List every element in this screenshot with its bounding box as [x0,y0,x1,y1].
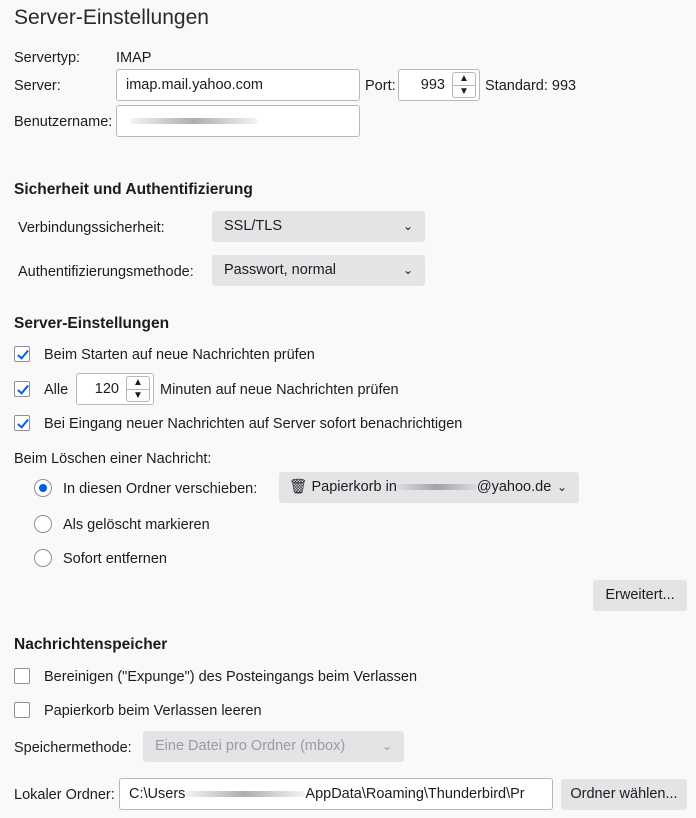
trash-icon: 🗑 [289,479,308,495]
port-label: Port: [365,78,396,94]
move-to-folder-radio[interactable] [34,479,52,497]
increment-icon[interactable]: ▲ [127,377,149,390]
local-folder-input[interactable] [119,778,553,810]
remove-now-radio[interactable] [34,549,52,567]
username-input[interactable] [116,105,360,137]
check-on-start-label: Beim Starten auf neue Nachrichten prüfen [44,347,315,363]
redacted-username-path [185,791,305,797]
local-folder-label: Lokaler Ordner: [14,787,115,803]
delete-heading: Beim Löschen einer Nachricht: [14,451,212,467]
page-title: Server-Einstellungen [14,6,209,29]
connection-security-select[interactable] [212,211,425,242]
chevron-down-icon: ⌄ [402,219,413,233]
notify-checkbox[interactable] [14,415,30,431]
mark-deleted-label: Als gelöscht markieren [63,517,210,533]
port-value: 993 [420,77,445,93]
trash-folder-suffix: @yahoo.de [476,479,552,495]
decrement-icon[interactable]: ▼ [459,86,469,97]
redacted-username [130,118,258,124]
empty-trash-checkbox[interactable] [14,702,30,718]
trash-folder-prefix: Papierkorb in [311,479,397,495]
remove-now-label: Sofort entfernen [63,551,167,567]
connection-security-label: Verbindungssicherheit: [18,220,165,236]
move-to-folder-label: In diesen Ordner verschieben: [63,481,258,497]
expunge-label: Bereinigen ("Expunge") des Posteingangs beim Verlassen [44,669,418,685]
server-type-label: Servertyp: [14,50,81,66]
check-every-post-label: Minuten auf neue Nachrichten prüfen [160,382,399,398]
server-type-value: IMAP [116,50,152,66]
auth-method-label: Authentifizierungsmethode: [18,264,194,280]
store-method-value: Eine Datei pro Ordner (mbox) [155,738,346,754]
notify-label: Bei Eingang neuer Nachrichten auf Server sofort benachrichtigen [44,416,463,432]
storage-heading: Nachrichtenspeicher [14,636,168,653]
check-interval-stepper[interactable] [126,376,150,402]
auth-method-value: Passwort, normal [224,262,337,278]
choose-folder-button[interactable]: Ordner wählen... [561,779,687,810]
check-interval-spinner[interactable] [76,373,154,405]
server-settings-heading: Server-Einstellungen [14,315,170,332]
auth-method-select[interactable] [212,255,425,286]
advanced-button[interactable]: Erweitert... [593,580,687,611]
expunge-checkbox[interactable] [14,668,30,684]
chevron-down-icon: ⌄ [402,263,413,277]
server-input[interactable]: imap.mail.yahoo.com [116,69,360,101]
mark-deleted-radio[interactable] [34,515,52,533]
store-method-select[interactable] [143,731,404,762]
local-folder-suffix: AppData\Roaming\Thunderbird\Pr [305,786,525,802]
local-folder-prefix: C:\Users [129,786,186,802]
check-interval-value: 120 [94,381,119,397]
security-heading: Sicherheit und Authentifizierung [14,181,253,198]
connection-security-value: SSL/TLS [224,218,283,234]
username-label: Benutzername: [14,114,113,130]
check-every-pre-label: Alle [44,382,69,398]
check-on-start-checkbox[interactable] [14,346,30,362]
server-label: Server: [14,78,61,94]
store-method-label: Speichermethode: [14,740,132,756]
port-spinner[interactable] [398,69,480,101]
port-default: Standard: 993 [485,78,577,94]
empty-trash-label: Papierkorb beim Verlassen leeren [44,703,262,719]
trash-folder-select[interactable] [279,472,579,503]
chevron-down-icon: ⌄ [381,739,392,753]
redacted-account [397,484,477,490]
check-every-checkbox[interactable] [14,381,30,397]
chevron-down-icon: ⌄ [556,480,567,494]
decrement-icon[interactable]: ▼ [133,390,143,401]
increment-icon[interactable]: ▲ [453,73,475,86]
port-stepper[interactable] [452,72,476,98]
